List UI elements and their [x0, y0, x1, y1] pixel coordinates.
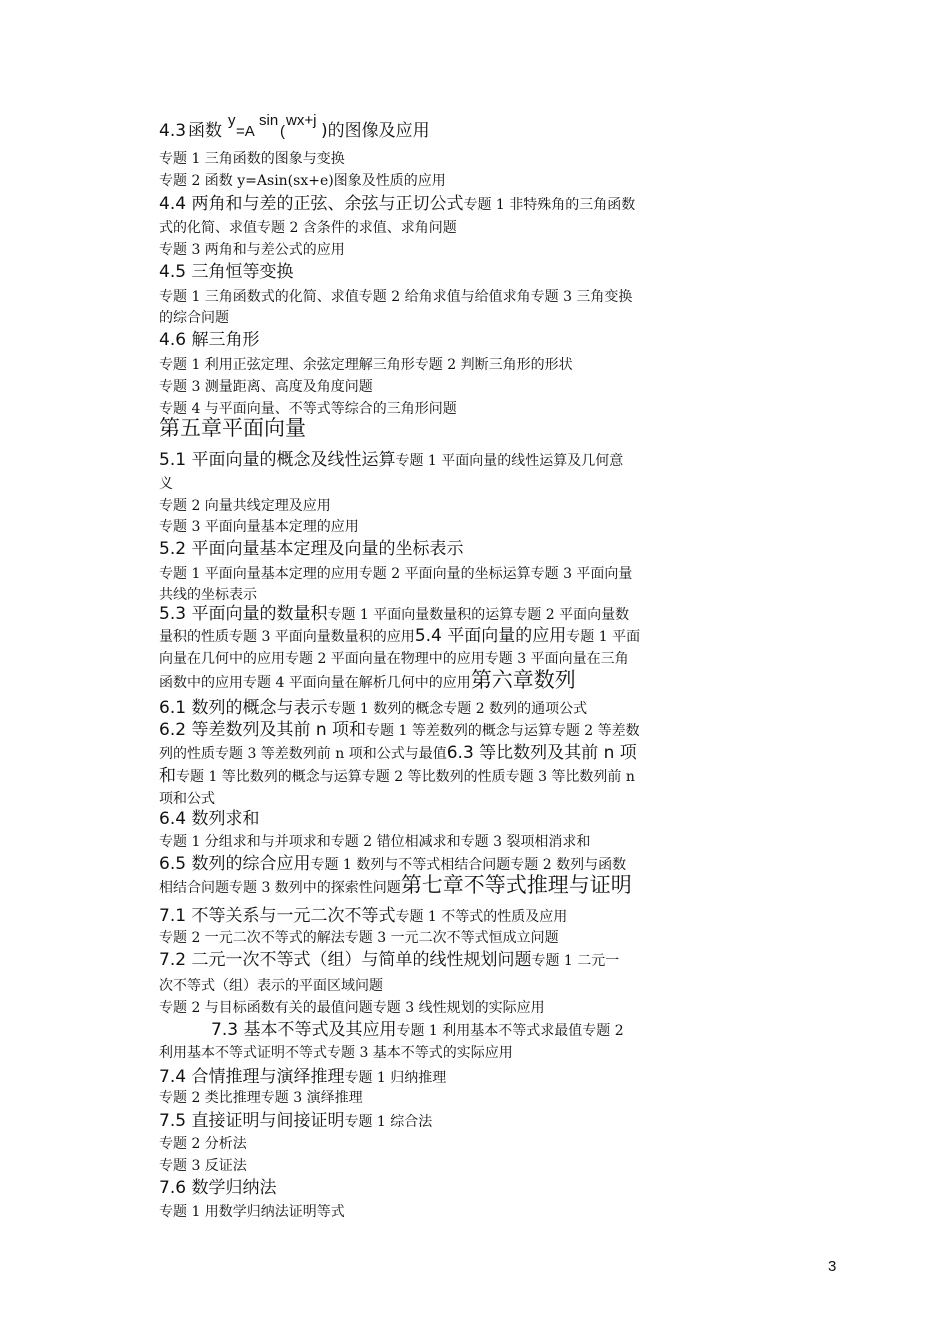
section-heading: 7.2 二元一次不等式（组）与简单的线性规划问题: [159, 950, 532, 970]
topic-line: 专题 2 向量共线定理及应用: [159, 498, 331, 514]
section-line-7-5: [159, 1113, 432, 1130]
section-line-6-2: [159, 722, 640, 739]
formula-wxj: wx+j: [286, 112, 317, 129]
section-heading: 7.5 直接证明与间接证明: [159, 1111, 345, 1131]
formula-eq-a: =A: [236, 123, 255, 140]
topic-line: 专题 3 测量距离、高度及角度问题: [159, 379, 373, 395]
topic-text: 专题 1 等差数列的概念与运算专题 2 等差数: [366, 723, 640, 739]
topic-text: 专题 1 平面: [566, 629, 641, 645]
section-heading: 和: [159, 766, 176, 786]
topic-text: 相结合问题专题 3 数列中的探索性问题: [159, 880, 401, 896]
topic-text: 专题 1 归纳推理: [344, 1070, 447, 1086]
topic-line: 专题 2 类比推理专题 3 演绎推理: [159, 1090, 363, 1106]
section-heading: 7.4 合情推理与演绎推理: [159, 1067, 345, 1087]
topic-line: 的综合问题: [159, 310, 229, 326]
topic-line: 向量在几何中的应用专题 2 平面向量在物理中的应用专题 3 平面向量在三角: [159, 651, 629, 667]
topic-line: 利用基本不等式证明不等式专题 3 基本不等式的实际应用: [159, 1045, 513, 1061]
topic-line: 义: [159, 476, 173, 492]
formula-paren: (: [280, 123, 285, 140]
topic-line: 专题 1 三角函数式的化简、求值专题 2 给角求值与给值求角专题 3 三角变换: [159, 289, 633, 305]
section-title-post: )的图像及应用: [321, 121, 430, 141]
section-heading: 7.6 数学归纳法: [159, 1178, 277, 1198]
topic-text: 专题 1 不等式的性质及应用: [395, 909, 568, 925]
section-line-5-3: [159, 606, 629, 623]
formula-sin: sin: [259, 112, 279, 129]
formula-y: y: [228, 112, 236, 129]
chapter-heading: 第六章数列: [470, 668, 576, 692]
topic-text: 专题 1 数列的概念专题 2 数列的通项公式: [327, 701, 588, 717]
topic-text: 专题 1 综合法: [344, 1114, 433, 1130]
topic-line: 专题 2 与目标函数有关的最值问题专题 3 线性规划的实际应用: [159, 1000, 545, 1016]
section-heading: 5.3 平面向量的数量积: [159, 604, 328, 624]
section-heading: 4.5 三角恒等变换: [159, 262, 294, 282]
page-number: 3: [828, 1258, 837, 1275]
topic-line: 次不等式（组）表示的平面区域问题: [159, 978, 383, 994]
topic-line: 专题 1 平面向量基本定理的应用专题 2 平面向量的坐标运算专题 3 平面向量: [159, 566, 633, 582]
topic-line: 式的化简、求值专题 2 含条件的求值、求角问题: [159, 220, 457, 236]
section-line-6-3: [159, 745, 637, 762]
topic-line: 专题 1 利用正弦定理、余弦定理解三角形专题 2 判断三角形的形状: [159, 357, 573, 373]
topic-line: 专题 4 与平面向量、不等式等综合的三角形问题: [159, 401, 457, 417]
topic-line: 专题 1 分组求和与并项求和专题 2 错位相减求和专题 3 裂项相消求和: [159, 834, 591, 850]
section-line-ch6: [159, 670, 576, 691]
section-heading: 4.4 两角和与差的正弦、余弦与正切公式: [159, 194, 464, 214]
section-heading: 6.2 等差数列及其前 n 项和: [159, 720, 367, 740]
section-heading: 5.2 平面向量基本定理及向量的坐标表示: [159, 539, 464, 559]
topic-text: 函数中的应用专题 4 平面向量在解析几何中的应用: [159, 675, 471, 691]
section-line-7-1: [159, 908, 567, 925]
topic-text: 专题 1 数列与不等式相结合问题专题 2 数列与函数: [310, 857, 627, 873]
chapter-heading: 第五章平面向量: [159, 416, 306, 440]
section-line-6-1: [159, 700, 587, 717]
section-line-7-2: [159, 952, 619, 969]
section-line-ch7: [159, 875, 632, 896]
topic-line: 专题 1 用数学归纳法证明等式: [159, 1204, 345, 1220]
section-line-6-3b: [159, 768, 635, 785]
section-heading: 7.3 基本不等式及其应用: [211, 1020, 397, 1040]
topic-line: 专题 2 一元二次不等式的解法专题 3 一元二次不等式恒成立问题: [159, 930, 559, 946]
section-line-7-4: [159, 1069, 446, 1086]
section-heading: 6.4 数列求和: [159, 809, 260, 829]
topic-line: 共线的坐标表示: [159, 587, 257, 603]
topic-text: 专题 1 等比数列的概念与运算专题 2 等比数列的性质专题 3 等比数列前 n: [176, 769, 635, 785]
topic-text: 专题 1 平面向量的线性运算及几何意: [395, 453, 624, 469]
section-line-4-4: [159, 196, 635, 213]
section-heading: 6.5 数列的综合应用: [159, 854, 311, 874]
section-number: 4.3: [159, 121, 187, 141]
topic-text: 专题 1 平面向量数量积的运算专题 2 平面向量数: [327, 607, 630, 623]
topic-line: 专题 2 分析法: [159, 1136, 247, 1152]
section-line-5-4: [159, 628, 640, 645]
section-line-5-1: [159, 452, 623, 469]
topic-line: 专题 2 函数 y=Asin(sx+e)图象及性质的应用: [159, 173, 446, 189]
section-heading: 5.4 平面向量的应用: [414, 626, 567, 646]
section-heading: 6.3 等比数列及其前 n 项: [446, 743, 637, 763]
topic-line: 专题 3 反证法: [159, 1158, 247, 1174]
topic-line: 专题 3 两角和与差公式的应用: [159, 242, 345, 258]
section-heading: 6.1 数列的概念与表示: [159, 698, 328, 718]
topic-text: 量积的性质专题 3 平面向量数量积的应用: [159, 629, 415, 645]
section-title-pre: 函数: [188, 121, 222, 141]
section-line-7-3: [211, 1022, 624, 1039]
section-heading: 4.6 解三角形: [159, 330, 260, 350]
section-line-6-5: [159, 856, 626, 873]
topic-text: 专题 1 非特殊角的三角函数: [463, 197, 636, 213]
topic-text: 专题 1 二元一: [531, 953, 620, 969]
topic-line: 项和公式: [159, 791, 215, 807]
topic-line: 专题 3 平面向量基本定理的应用: [159, 519, 359, 535]
topic-text: 列的性质专题 3 等差数列前 n 项和公式与最值: [159, 746, 447, 762]
topic-text: 专题 1 利用基本不等式求最值专题 2: [396, 1023, 624, 1039]
section-heading: 7.1 不等关系与一元二次不等式: [159, 906, 396, 926]
chapter-heading: 第七章不等式推理与证明: [400, 873, 632, 897]
section-heading: 5.1 平面向量的概念及线性运算: [159, 450, 396, 470]
topic-line: 专题 1 三角函数的图象与变换: [159, 151, 345, 167]
